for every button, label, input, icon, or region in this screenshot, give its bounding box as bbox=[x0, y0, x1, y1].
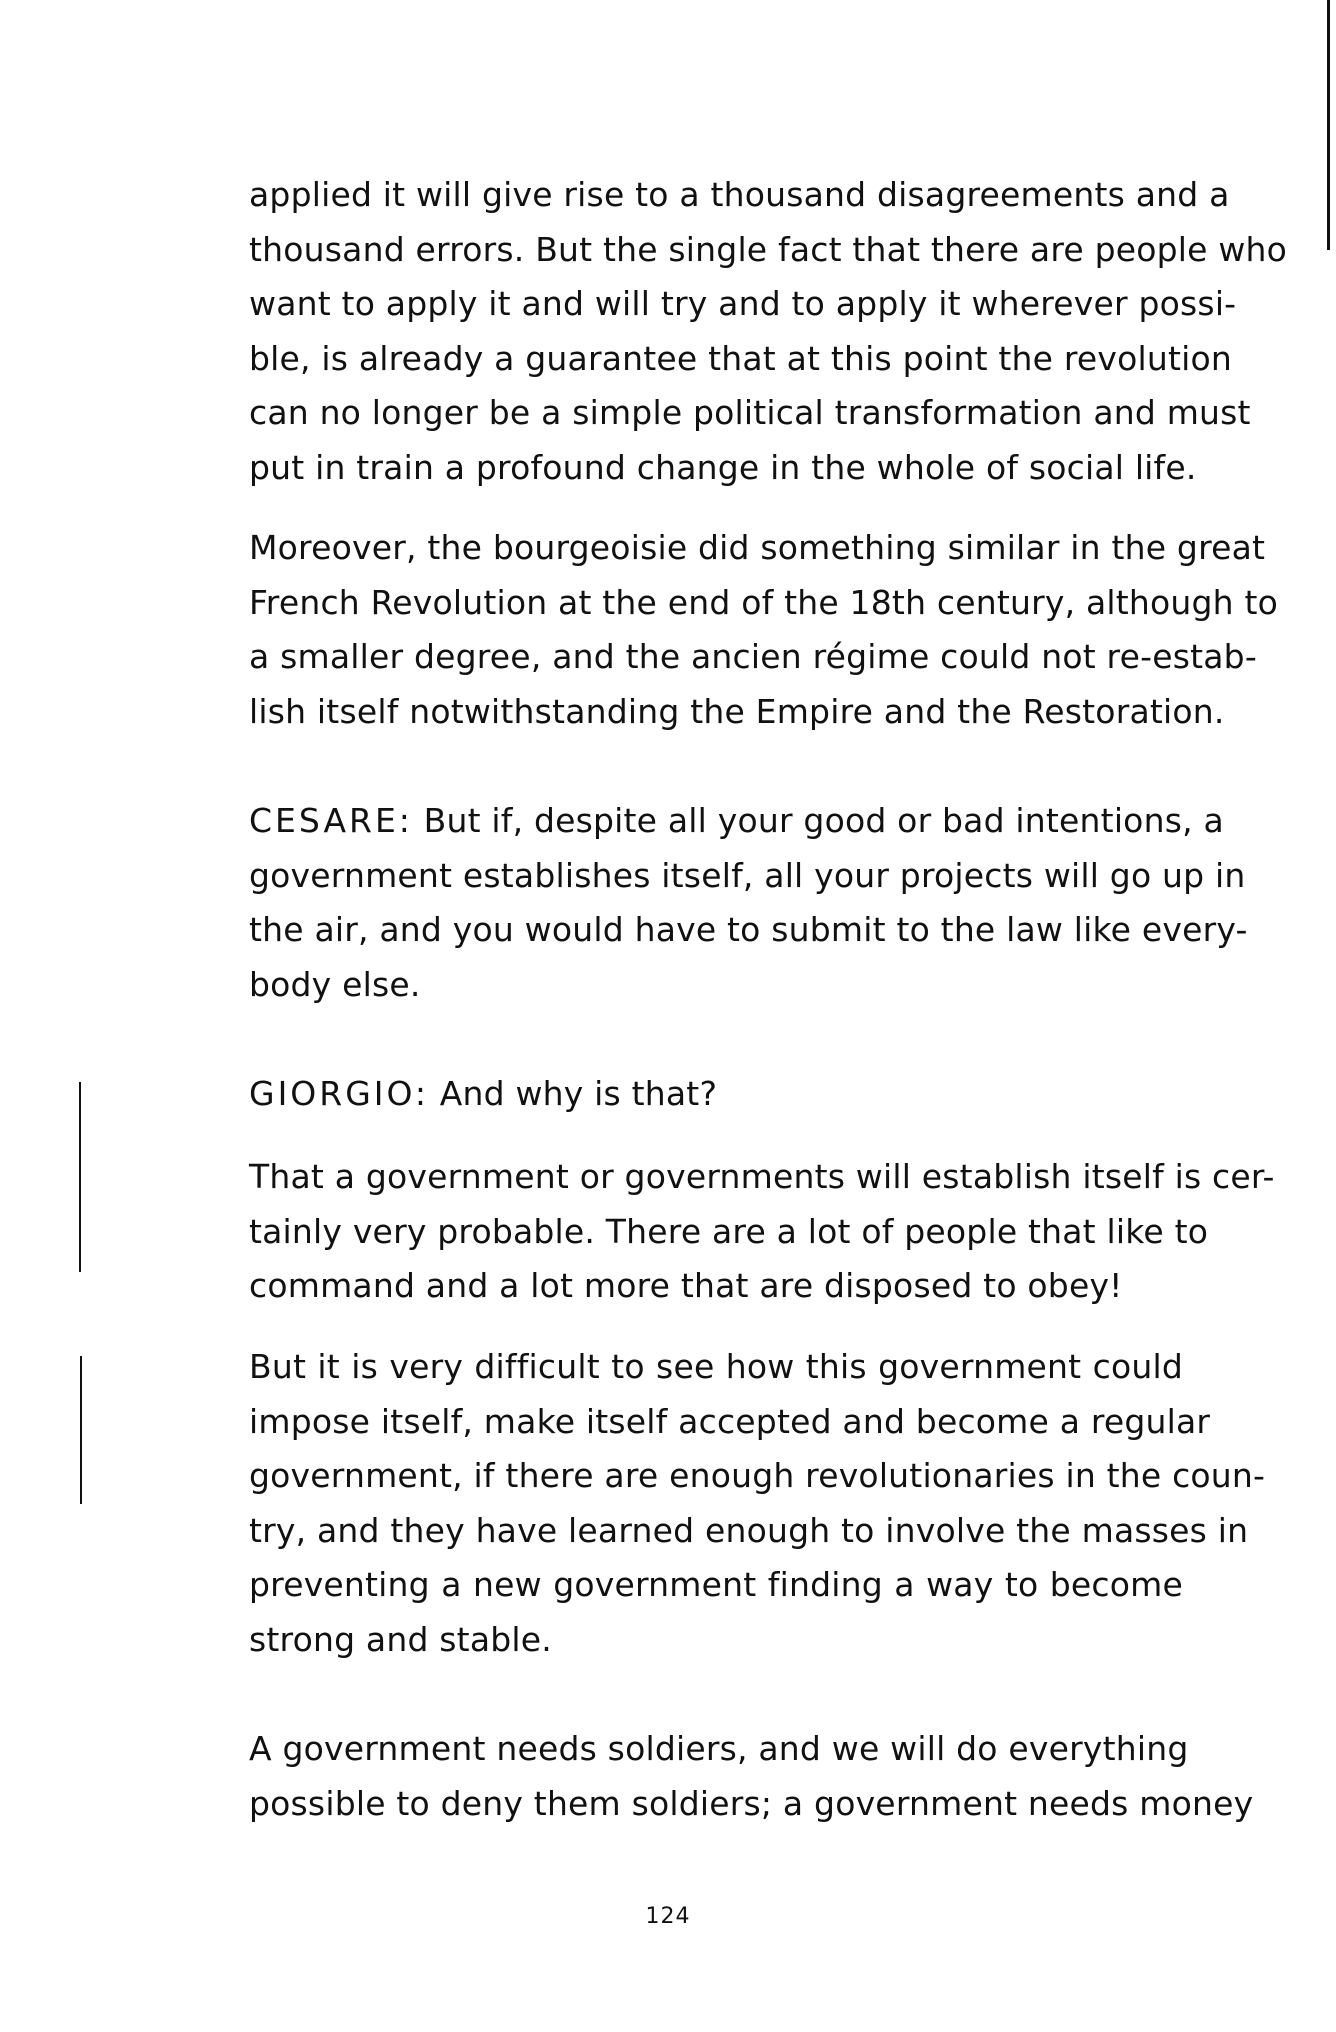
text-line: try, and they have learned enough to involve the masses in bbox=[249, 1510, 1249, 1550]
margin-line-left-upper bbox=[79, 1082, 81, 1272]
text-line bbox=[249, 1067, 1183, 1122]
paragraph-6 bbox=[249, 1340, 1266, 1667]
text-line: A government needs soldiers, and we will do everything bbox=[249, 1729, 1189, 1768]
paragraph-1 bbox=[249, 168, 1288, 495]
speaker-name: GIORGIO: bbox=[249, 1074, 430, 1113]
text-line: the air, and you would have to submit to the law like every- bbox=[249, 910, 1248, 949]
speech-text: But if, despite all your good or bad intentions, a bbox=[423, 801, 1224, 840]
text-line: can no longer be a simple political transformation and must bbox=[249, 393, 1251, 432]
paragraph-5 bbox=[249, 1150, 1275, 1314]
text-line: impose itself, make itself accepted and become a regular bbox=[249, 1401, 1211, 1441]
dialogue-cesare bbox=[249, 794, 1248, 1012]
text-line: lish itself notwithstanding the Empire and the Restoration. bbox=[249, 691, 1225, 731]
text-line: Moreover, the bourgeoisie did something similar in the great bbox=[249, 528, 1266, 567]
paragraph-2 bbox=[249, 521, 1278, 739]
text-line: preventing a new government finding a way to become bbox=[249, 1565, 1183, 1604]
text-line: possible to deny them soldiers; a government needs money bbox=[249, 1783, 1254, 1823]
paragraph-7 bbox=[249, 1722, 1254, 1831]
text-line: thousand errors. But the single fact that there are people who bbox=[249, 229, 1288, 269]
speech-text: And why is that? bbox=[439, 1074, 718, 1113]
text-line: government, if there are enough revolutionaries in the coun- bbox=[249, 1456, 1266, 1495]
text-line: applied it will give rise to a thousand disagreements and a bbox=[249, 175, 1230, 214]
dialogue-giorgio bbox=[249, 1067, 1183, 1122]
text-line: a smaller degree, and the ancien régime could not re-estab- bbox=[249, 637, 1257, 676]
text-line: ble, is already a guarantee that at this point the revolution bbox=[249, 338, 1233, 378]
text-line: French Revolution at the end of the 18th century, although to bbox=[249, 582, 1278, 622]
text-line bbox=[249, 794, 1224, 849]
text-line: strong and stable. bbox=[249, 1619, 552, 1659]
margin-line-top-right bbox=[1327, 0, 1330, 250]
text-line: tainly very probable. There are a lot of people that like to bbox=[249, 1211, 1209, 1251]
text-line: want to apply it and will try and to apply it wherever possi- bbox=[249, 284, 1237, 323]
page-number: 124 bbox=[645, 1904, 691, 1929]
text-line: government establishes itself, all your projects will go up in bbox=[249, 855, 1246, 895]
text-line: But it is very difficult to see how this government could bbox=[249, 1347, 1183, 1386]
margin-line-left-lower bbox=[80, 1356, 82, 1504]
text-line: command and a lot more that are disposed to obey! bbox=[249, 1266, 1123, 1305]
text-line: put in train a profound change in the whole of social life. bbox=[249, 447, 1197, 487]
speaker-name: CESARE: bbox=[249, 801, 413, 840]
text-line: body else. bbox=[249, 964, 421, 1004]
text-line: That a government or governments will establish itself is cer- bbox=[249, 1157, 1275, 1196]
